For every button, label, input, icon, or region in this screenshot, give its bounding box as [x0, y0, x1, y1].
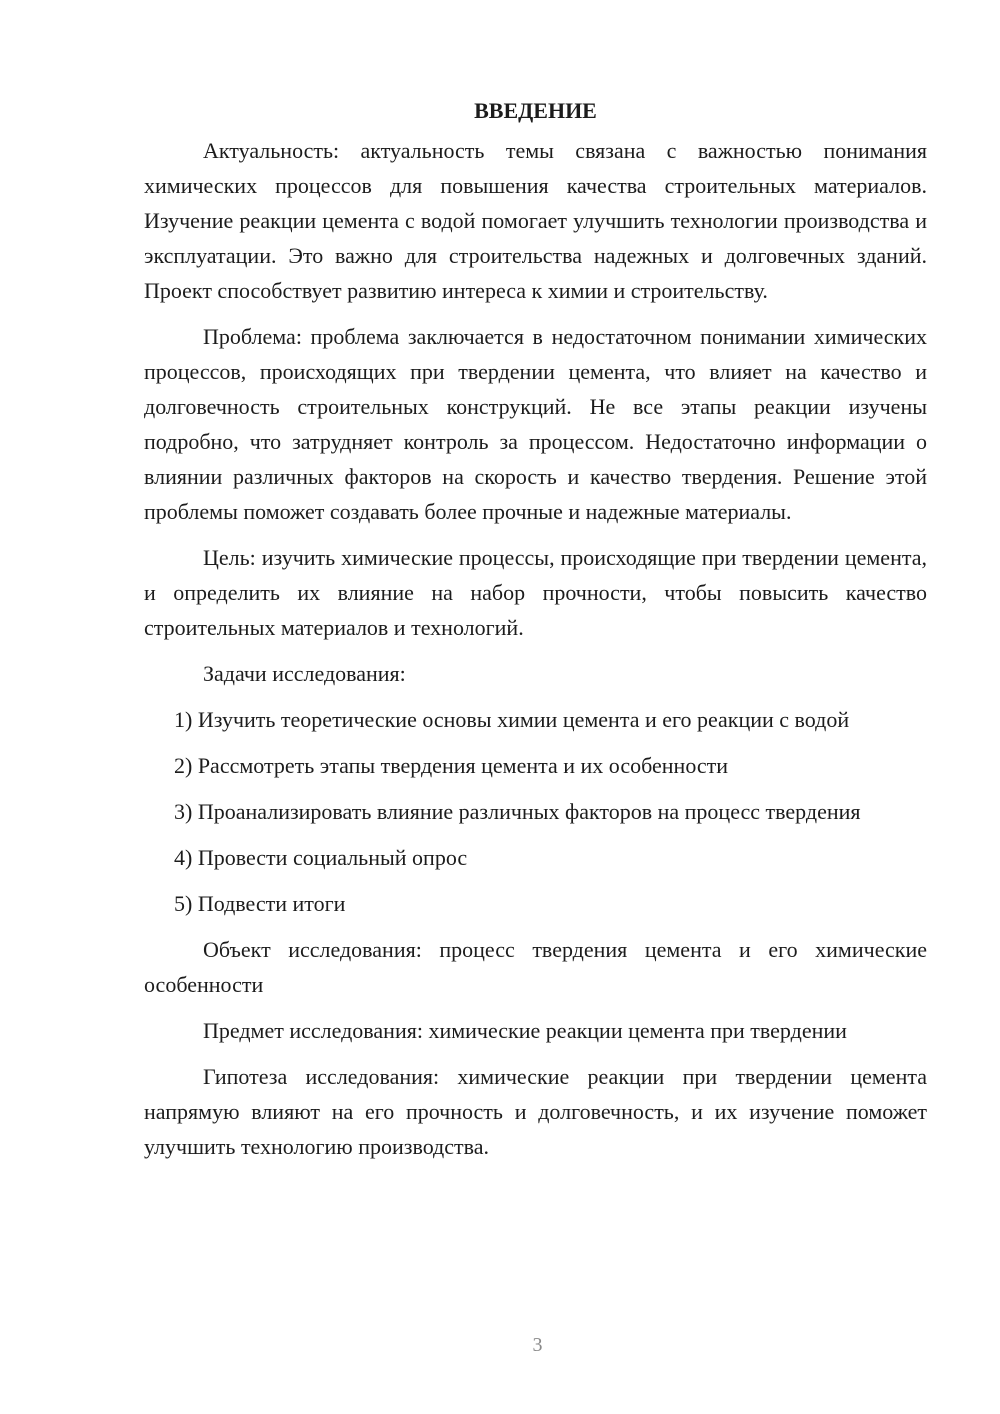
- problem-paragraph: Проблема: проблема заключается в недостаточном понимании химических процессов, происходящих при твердении цемента, что влияет на качество и долговечность строительных конструкций. Не все этапы реакции изучены подробно, что затрудняет контроль за процессом. Недостаточно информации о влиянии различных факторов на скорость и качество твердения. Решение этой проблемы поможет создавать более прочные и надежные материалы.: [144, 324, 927, 524]
- task-item-1: 1) Изучить теоретические основы химии цемента и его реакции с водой: [174, 707, 850, 732]
- task-item-4: 4) Провести социальный опрос: [174, 845, 468, 870]
- page-title: ВВЕДЕНИЕ: [474, 98, 597, 123]
- research-subject-paragraph: Предмет исследования: химические реакции цемента при твердении: [203, 1018, 847, 1043]
- task-item-3: 3) Проанализировать влияние различных факторов на процесс твердения: [174, 799, 861, 824]
- relevance-paragraph: Актуальность: актуальность темы связана с важностью понимания химических процессов для повышения качества строительных материалов. Изучение реакции цемента с водой помогает улучшить технологии производства и эксплуатации. Это важно для строительства надежных и долговечных зданий. Проект способствует развитию интереса к химии и строительству.: [144, 138, 927, 303]
- goal-paragraph: Цель: изучить химические процессы, происходящие при твердении цемента, и определить их влияние на набор прочности, чтобы повысить качество строительных материалов и технологий.: [144, 545, 927, 640]
- tasks-heading: Задачи исследования:: [203, 661, 406, 686]
- research-object-paragraph: Объект исследования: процесс твердения цемента и его химические особенности: [144, 937, 927, 997]
- hypothesis-paragraph: Гипотеза исследования: химические реакции при твердении цемента напрямую влияют на его прочность и долговечность, и их изучение поможет улучшить технологию производства.: [144, 1064, 927, 1159]
- page-number: 3: [532, 1334, 543, 1356]
- task-item-5: 5) Подвести итоги: [174, 891, 346, 916]
- task-item-2: 2) Рассмотреть этапы твердения цемента и их особенности: [174, 753, 729, 778]
- document-page: [144, 95, 927, 1175]
